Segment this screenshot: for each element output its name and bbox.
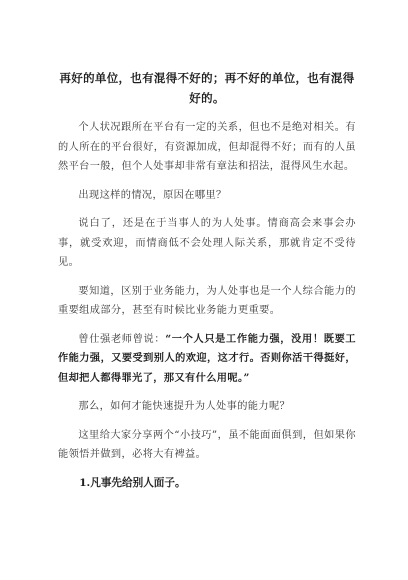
paragraph-question: 出现这样的情况，原因在哪里？ <box>78 189 227 201</box>
paragraph-quote <box>58 330 356 389</box>
paragraph-tips: 这里给大家分享两个“小技巧”，虽不能面面俱到，但如果你能领悟并做到，必将大有裨益。 <box>58 429 356 460</box>
section-heading-1: 1.凡事先给别人面子。 <box>79 476 186 489</box>
quote-text: “一个人只是工作能力强，没用！既要工作能力强，又要受到别人的欢迎，这才行。否则你活干得挺好，但却把人都得罪光了，那又有什么用呢。” <box>58 332 357 384</box>
document-title: 再好的单位，也有混得不好的；再不好的单位，也有混得好的。 <box>59 71 355 105</box>
paragraph-platform: 个人状况跟所在平台有一定的关系，但也不是绝对相关。有的人所在的平台很好，有资源加成，但却混得不好；而有的人虽然平台一般，但个人处事却非常有章法和招法，混得风生水起。 <box>58 122 356 172</box>
paragraph-how: 那么，如何才能快速提升为人处事的能力呢？ <box>78 401 291 412</box>
paragraph-ability: 要知道，区别于业务能力，为人处事也是一个人综合能力的重要组成部分，甚至有时候比业务能力更重要。 <box>58 285 356 316</box>
paragraph-eq: 说白了，还是在于当事人的为人处事。情商高会来事会办事，就受欢迎，而情商低不会处理人际关系，那就肯定不受待见。 <box>58 218 356 268</box>
quote-intro: 曾仕强老师曾说： <box>78 333 166 345</box>
